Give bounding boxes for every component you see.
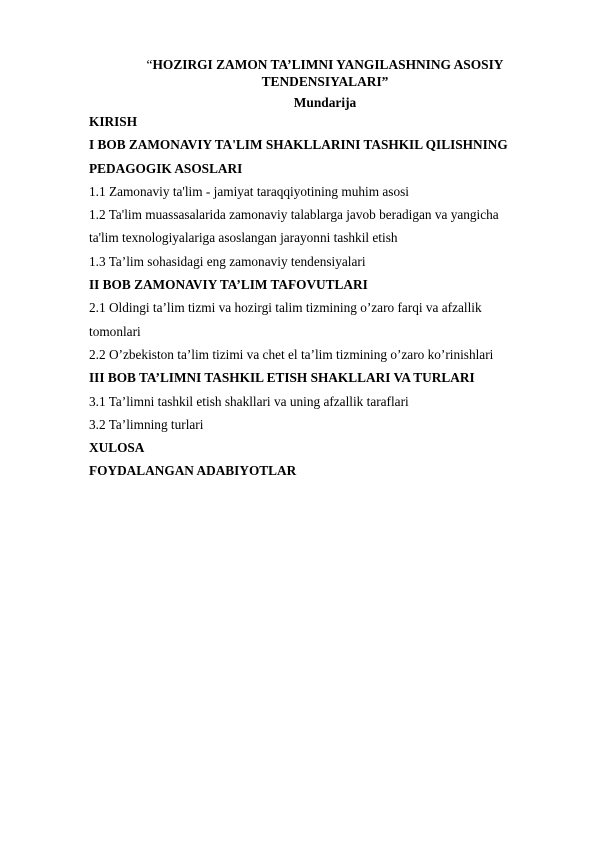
toc-item-chapter-1-line-2: PEDAGOGIK ASOSLARI — [89, 160, 243, 176]
toc-item-kirish: KIRISH — [89, 114, 138, 129]
toc-item-1-1: 1.1 Zamonaviy ta'lim - jamiyat taraqqiyotining muhim asosi — [89, 183, 409, 199]
title-open-quote: “ — [146, 57, 153, 72]
toc-item-2-1-line-2: tomonlari — [89, 323, 141, 339]
toc-item-xulosa: XULOSA — [89, 440, 145, 456]
title-line-1 — [60, 57, 590, 74]
toc-item-1-3: 1.3 Ta’lim sohasidagi eng zamonaviy tendensiyalari — [89, 253, 366, 269]
toc-item-3-1: 3.1 Ta’limni tashkil etish shakllari va uning afzallik taraflari — [89, 393, 409, 409]
document-title — [60, 57, 590, 90]
toc-item-adabiyotlar: FOYDALANGAN ADABIYOTLAR — [89, 463, 297, 479]
toc-item-3-2: 3.2 Ta’limning turlari — [89, 416, 204, 432]
toc-item-chapter-1-line-1: I BOB ZAMONAVIY TA'LIM SHAKLLARINI TASHKIL QILISHNING — [89, 137, 508, 153]
toc-item-chapter-2: II BOB ZAMONAVIY TA’LIM TAFOVUTLARI — [89, 277, 368, 293]
toc-item-1-2-line-1: 1.2 Ta'lim muassasalarida zamonaviy talablarga javob beradigan va yangicha — [89, 207, 499, 223]
title-line-2: TENDENSIYALARI” — [261, 73, 389, 89]
toc-item-chapter-3: III BOB TA’LIMNI TASHKIL ETISH SHAKLLARI VA TURLARI — [89, 370, 475, 386]
table-of-contents — [89, 110, 549, 483]
toc-item-1-2-line-2: ta'lim texnologiyalariga asoslangan jarayonni tashkil etish — [89, 230, 398, 246]
document-subtitle: Mundarija — [293, 95, 357, 110]
title-line-1-text: HOZIRGI ZAMON TA’LIMNI YANGILASHNING ASOSIY — [152, 57, 504, 72]
toc-item-2-1-line-1: 2.1 Oldingi ta’lim tizmi va hozirgi talim tizmining o’zaro farqi va afzallik — [89, 300, 482, 316]
toc-item-2-2: 2.2 O’zbekiston ta’lim tizimi va chet el ta’lim tizmining o’zaro ko’rinishlari — [89, 346, 494, 362]
